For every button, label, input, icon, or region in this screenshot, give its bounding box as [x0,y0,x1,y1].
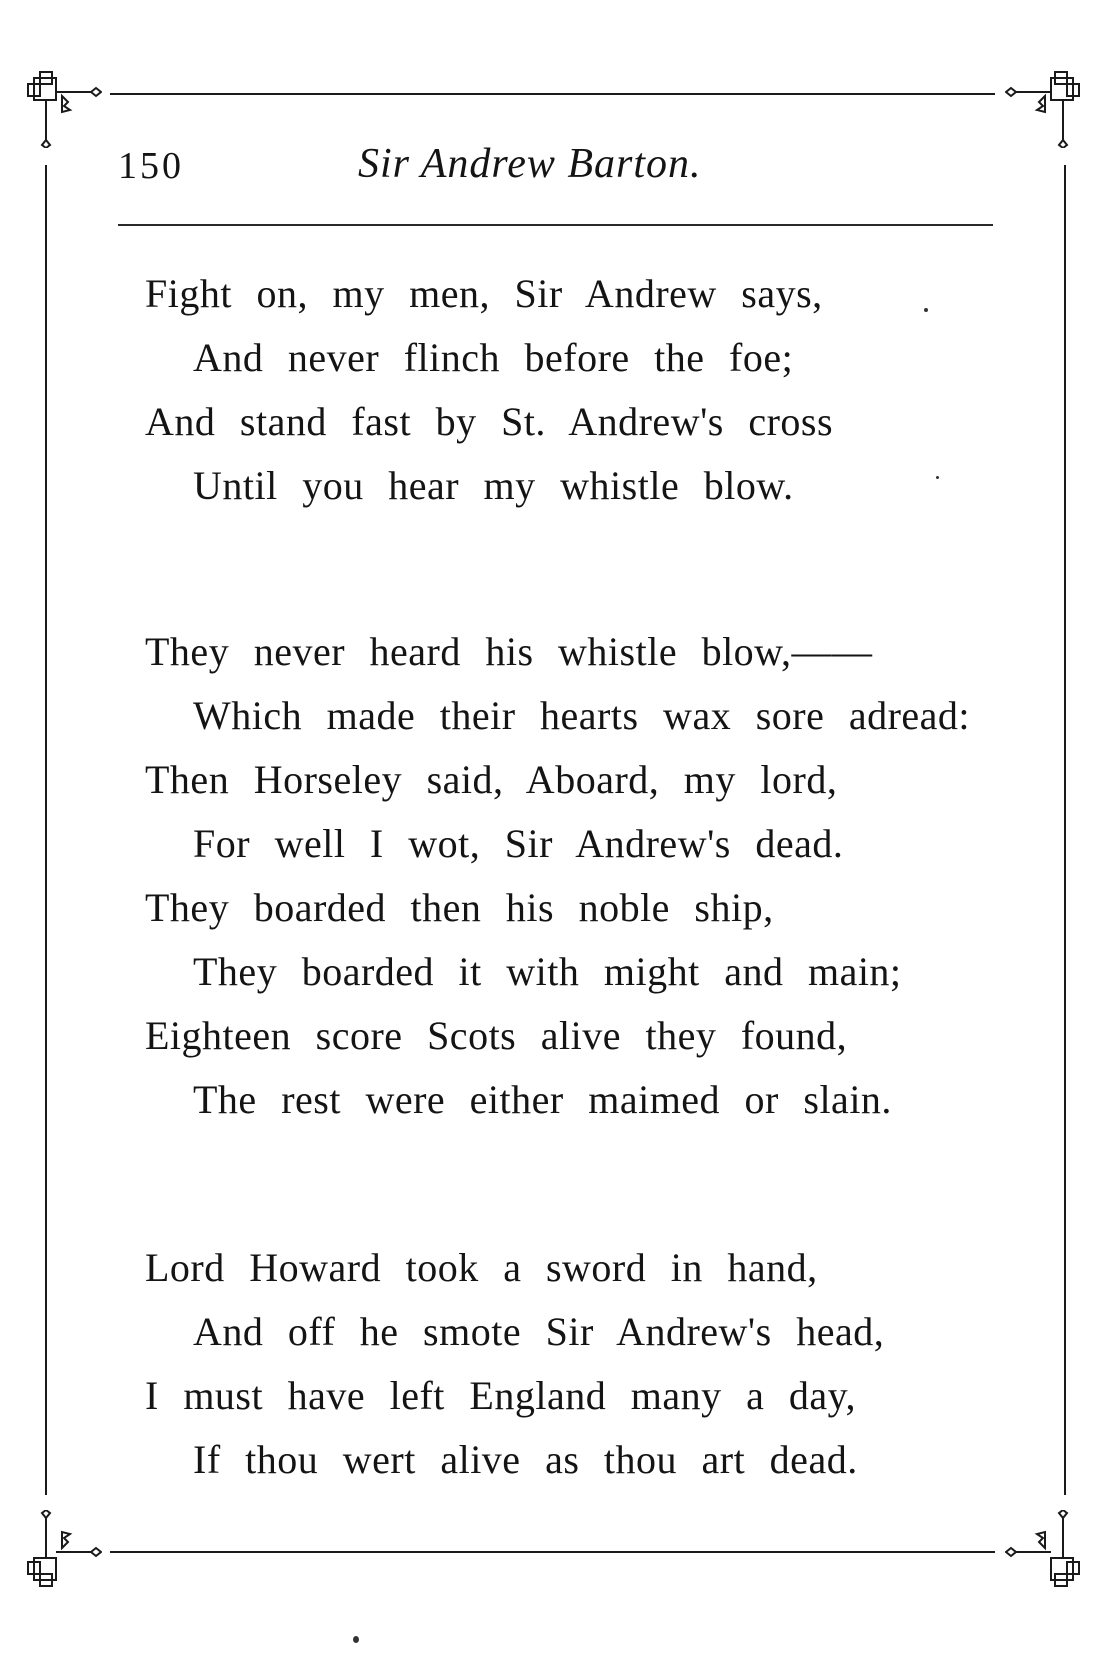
poem-line: They boarded then his noble ship, [145,885,774,930]
poem-line: And never flinch before the foe; [193,335,794,380]
poem-line: They boarded it with might and main; [193,949,902,994]
poem-line: Eighteen score Scots alive they found, [145,1013,848,1058]
ink-speck [353,1636,359,1643]
poem-line: If thou wert alive as thou art dead. [193,1437,858,1482]
poem-line: Fight on, my men, Sir Andrew says, [145,271,823,316]
poem-line: The rest were either maimed or slain. [193,1077,892,1122]
poem-line: They never heard his whistle blow,—— [145,629,873,674]
poem-line: I must have left England many a day, [145,1373,856,1418]
ink-speck [924,308,928,312]
running-title: Sir Andrew Barton. [358,141,702,187]
poem-line: Which made their hearts wax sore adread: [193,693,971,738]
poem-line: For well I wot, Sir Andrew's dead. [193,821,844,866]
page-number: 150 [118,145,184,187]
poem-line: And stand fast by St. Andrew's cross [145,399,834,444]
poem-line: Then Horseley said, Aboard, my lord, [145,757,838,802]
poem-line: Lord Howard took a sword in hand, [145,1245,818,1290]
poem-line: And off he smote Sir Andrew's head, [193,1309,885,1354]
ink-speck [936,476,939,479]
poem-line: Until you hear my whistle blow. [193,463,794,508]
